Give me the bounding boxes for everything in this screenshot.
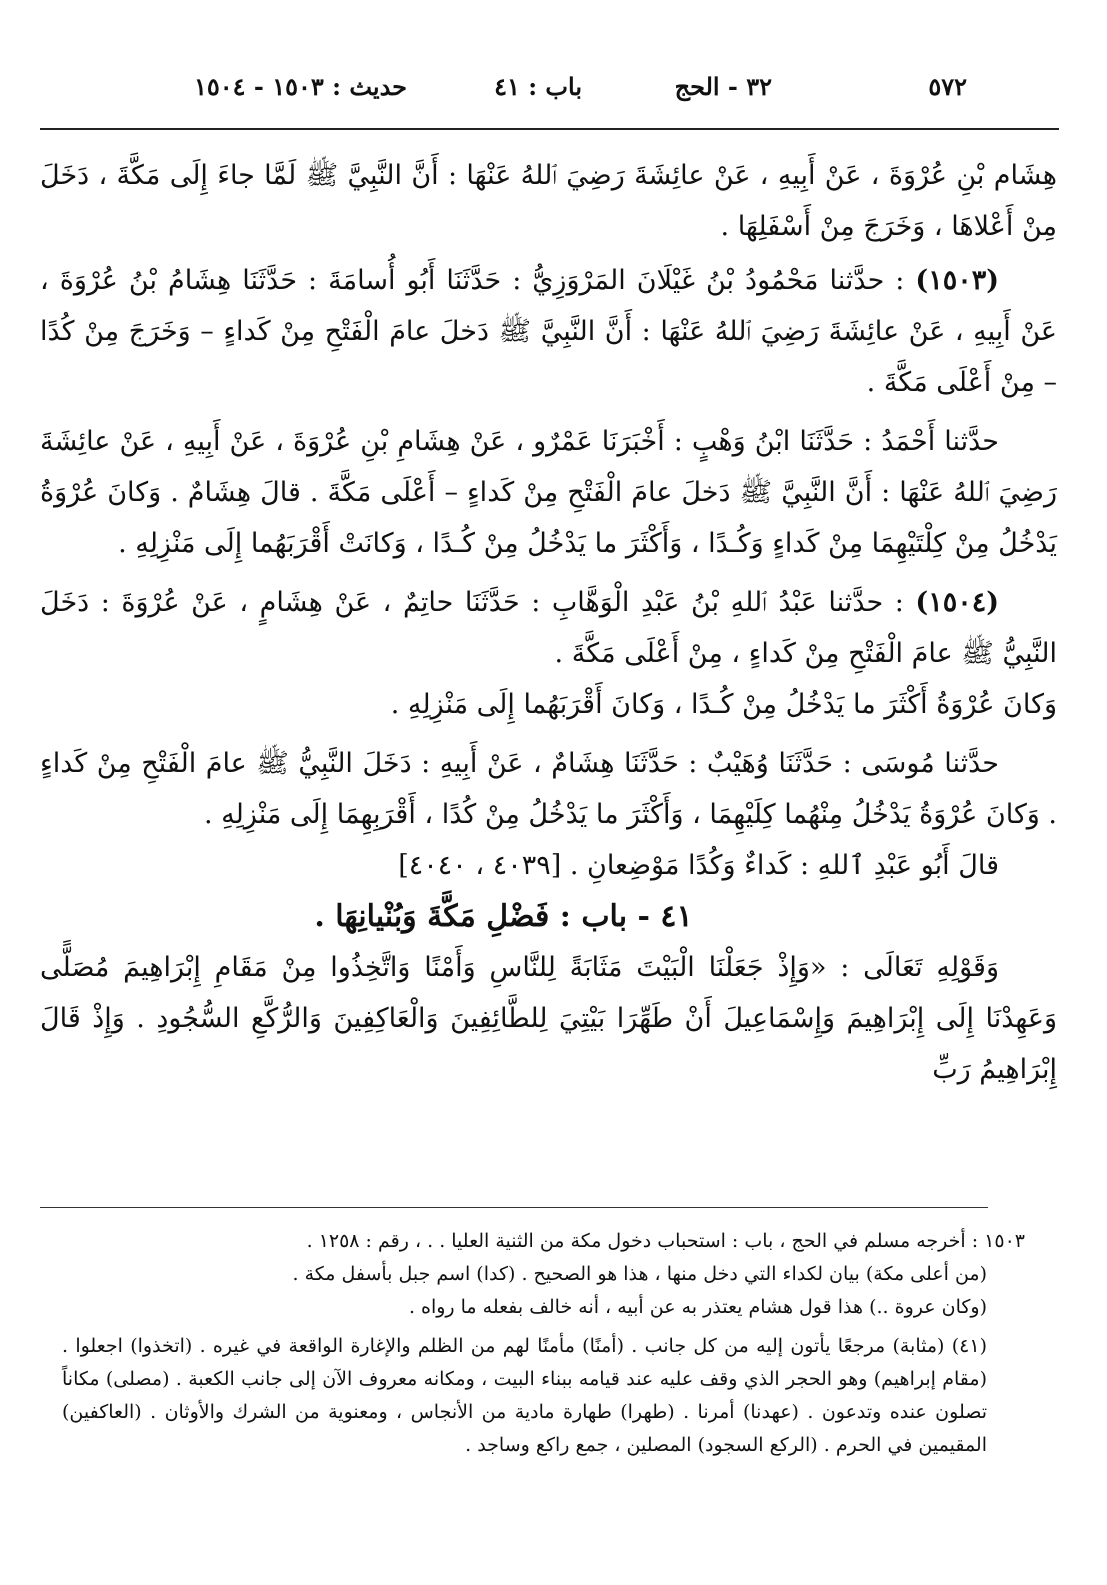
- footnote-explanation-2: (وكان عروة ..) هذا قول هشام يعتذر به عن أبيه ، أنه خالف بفعله ما رواه .: [408, 1296, 987, 1318]
- hadith-text: : حدَّثنا مَحْمُودُ بْنُ غَيْلَانَ المَرْوَزِيُّ : حَدَّثَنَا أَبُو أُسامَةَ : حَدَّثَنَا هِشَامُ بْنُ عُرْوَةَ ، عَنْ أَبِيهِ ، عَنْ عائِشَةَ رَضِيَ ٱللهُ عَنْهَا : أَنَّ النَّبِيَّ ﷺ دَخلَ عامَ الْفَتْحِ مِنْ كَداءٍ – وَخَرَجَ مِنْ كُدًا – مِنْ أَعْلَى مَكَّةَ .: [40, 265, 1057, 398]
- chapter-reference: باب : ٤١: [494, 72, 582, 101]
- footnote-explanation-1: (من أعلى مكة) بيان لكداء التي دخل منها ، هذا هو الصحيح . (كدا) اسم جبل بأسفل مكة .: [292, 1263, 987, 1285]
- paragraph-continuation: هِشَام بْنِ عُرْوَةَ ، عَنْ أَبِيهِ ، عَنْ عائِشَةَ رَضِيَ ٱللهُ عَنْهَا : أَنَّ النَّبِيَّ ﷺ لَمَّا جاءَ إِلَى مَكَّةَ ، دَخَلَ مِنْ أَعْلاهَا ، وَخَرَجَ مِنْ أَسْفَلِهَا .: [40, 160, 1057, 242]
- main-text: [40, 150, 1057, 1095]
- hadith-number: (١٥٠٣): [915, 265, 999, 296]
- running-header: [180, 72, 967, 112]
- hadith-number: (١٥٠٤): [915, 587, 999, 618]
- paragraph-musa: حدَّثنا مُوسَى : حَدَّثَنَا وُهَيْبٌ : حَدَّثَنَا هِشَامٌ ، عَنْ أَبِيهِ : دَخَلَ النَّبِيُّ ﷺ عامَ الْفَتْحِ مِنْ كَداءٍ . وَكانَ عُرْوَةُ يَدْخُلُ مِنْهُما كِلَيْهِمَا ، وَأَكْثَرَ ما يَدْخُلُ مِنْ كُدًا ، أَقْرَبِهِمَا إِلَى مَنْزِلِهِ .: [40, 748, 1057, 830]
- book-title: ٣٢ - الحج: [674, 72, 772, 101]
- footnote-41: (٤١) (مثابة) مرجعًا يأتون إليه من كل جانب . (أمنًا) مأمنًا لهم من الظلم والإغارة الواقعة في غيره . (اتخذوا) اجعلوا . (مقام إبراهيم) وهو الحجر الذي وقف عليه عند قيامه ببناء البيت ، ومكانه معروف الآن إلى جانب الكعبة . (مصلى) مكاناً تصلون عنده وتدعون . (عهدنا) أمرنا . (طهرا) طهارة مادية من الأنجاس ، ومعنوية من الشرك والأوثان . (العاكفين) المقيمين في الحرم . (الركع السجود) المصلين ، جمع راكع وساجد .: [62, 1335, 987, 1456]
- footnotes: [62, 1225, 1025, 1462]
- hadith-range: حديث : ١٥٠٣ - ١٥٠٤: [193, 72, 407, 101]
- footnote-divider: [40, 1207, 988, 1208]
- paragraph-abu-abdullah: قالَ أَبُو عَبْدِ ٱللهِ : كَداءٌ وَكُدًا مَوْضِعانِ . [٤٠٣٩ ، ٤٠٤٠]: [398, 850, 999, 881]
- paragraph-urwa: وَكانَ عُرْوَةُ أَكْثَرَ ما يَدْخُلُ مِنْ كُـدًا ، وَكانَ أَقْرَبَهُما إِلَى مَنْزِلِهِ .: [390, 689, 1057, 720]
- paragraph-ahmad: حدَّثنا أَحْمَدُ : حَدَّثَنَا ابْنُ وَهْبٍ : أَخْبَرَنَا عَمْرٌو ، عَنْ هِشَامِ بْنِ عُرْوَةَ ، عَنْ أَبِيهِ ، عَنْ عائِشَةَ رَضِيَ ٱللهُ عَنْهَا : أَنَّ النَّبِيَّ ﷺ دَخلَ عامَ الْفَتْحِ مِنْ كَداءٍ – أَعْلَى مَكَّةَ . قالَ هِشَامٌ . وَكانَ عُرْوَةُ يَدْخُلُ مِنْ كِلْتَيْهِمَا مِنْ كَداءٍ وَكُـدًا ، وَأَكْثَرَ ما يَدْخُلُ مِنْ كُـدًا ، وَكانَتْ أَقْرَبَهُما إِلَى مَنْزِلِهِ .: [40, 426, 1057, 559]
- page-number: ٥٧٢: [928, 72, 967, 101]
- hadith-text: : حدَّثنا عَبْدُ ٱللهِ بْنُ عَبْدِ الْوَهَّابِ : حَدَّثَنَا حاتِمٌ ، عَنْ هِشَامٍ ، عَنْ عُرْوَةَ : دَخَلَ النَّبِيُّ ﷺ عامَ الْفَتْحِ مِنْ كَداءٍ ، مِنْ أَعْلَى مَكَّةَ .: [40, 587, 1057, 669]
- chapter-heading: ٤١ - باب : فَضْلِ مَكَّةَ وَبُنْيانِهَا .: [314, 899, 693, 934]
- footnote-1503: ١٥٠٣ : أخرجه مسلم في الحج ، باب : استحباب دخول مكة من الثنية العليا . . ، رقم : ١٢٥٨ .: [306, 1230, 1025, 1252]
- header-divider: [40, 128, 1059, 130]
- paragraph-quran-verse: وَقَوْلِهِ تَعَالَى : «وَإِذْ جَعَلْنَا الْبَيْتَ مَثَابَةً لِلنَّاسِ وَأَمْنًا وَاتَّخِذُوا مِنْ مَقَامِ إِبْرَاهِيمَ مُصَلًّى وَعَهِدْنَا إِلَى إِبْرَاهِيمَ وَإِسْمَاعِيلَ أَنْ طَهِّرَا بَيْتِيَ لِلطَّائِفِينَ وَالْعَاكِفِينَ وَالرُّكَّعِ السُّجُودِ . وَإِذْ قَالَ إِبْرَاهِيمُ رَبِّ: [40, 952, 1057, 1085]
- hadith-1503: [40, 255, 1057, 408]
- hadith-1504: [40, 577, 1057, 679]
